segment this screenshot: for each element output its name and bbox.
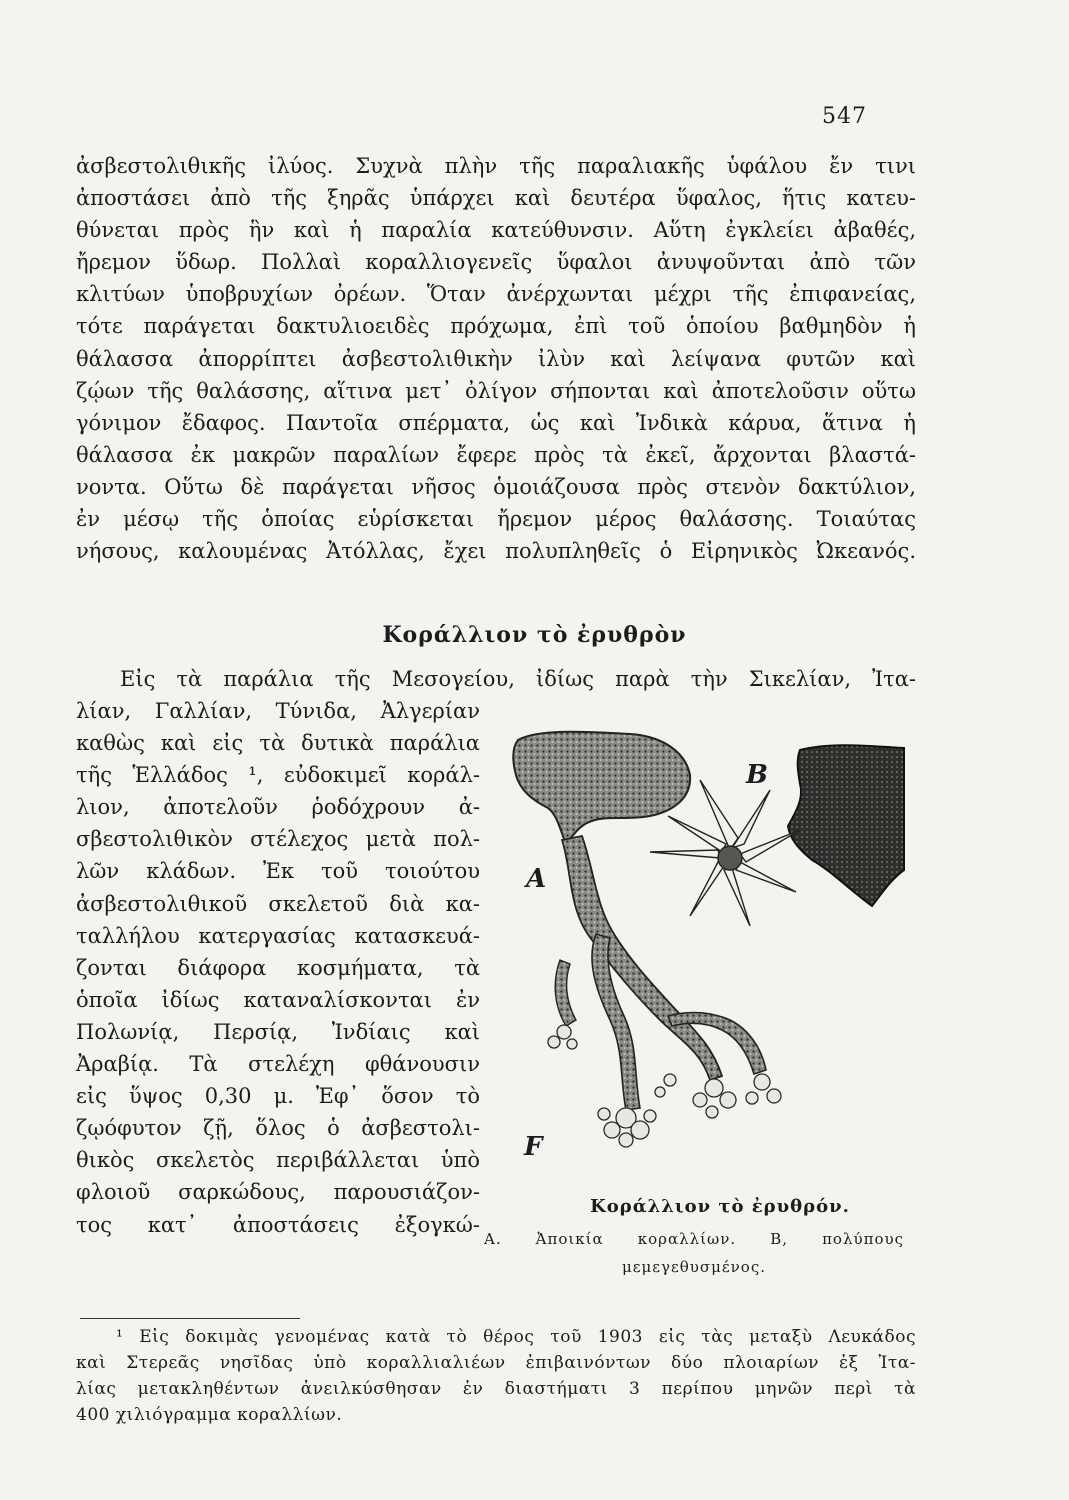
text-line: ἐν μέσῳ τῆς ὁποίας εὑρίσκεται ἤρεμον μέρος θαλάσσης. Τοιαύτας xyxy=(76,507,916,532)
text-line: ζονται διάφορα κοσμήματα, τὰ xyxy=(76,955,480,980)
rock-a xyxy=(513,732,690,844)
rock-b xyxy=(788,745,904,906)
coral-twig xyxy=(555,960,576,1026)
text-line: θικὸς σκελετὸς περιβάλλεται ὑπὸ xyxy=(76,1148,480,1173)
text-line: τότε παράγεται δακτυλιοειδὲς πρόχωμα, ἐπὶ τοῦ ὁποίου βαθμηδὸν ἡ xyxy=(76,314,916,339)
section-first-line xyxy=(76,663,916,695)
text-line: Πολωνίᾳ, Περσίᾳ, Ἰνδίαις καὶ xyxy=(76,1019,480,1044)
text-line: ὁποῖα ἰδίως καταναλίσκονται ἐν xyxy=(76,987,480,1012)
text-line: νοντα. Οὕτω δὲ παράγεται νῆσος ὁμοιάζουσα πρὸς στενὸν δακτύλιον, xyxy=(76,474,916,499)
footnote-line: λίας μετακληθέντων ἀνειλκύσθησαν ἐν διαστήματι 3 περίπου μηνῶν περὶ τὰ xyxy=(76,1379,916,1399)
coral-stem xyxy=(562,836,722,1080)
text-line: ἀσβεστολιθικῆς ἰλύος. Συχνὰ πλὴν τῆς παραλιακῆς ὑφάλου ἔν τινι xyxy=(76,154,916,178)
footnote-line: 400 χιλιόγραμμα κοραλλίων. xyxy=(76,1405,343,1425)
text-line: λιον, ἀποτελοῦν ῥοδόχρουν ἀ- xyxy=(76,795,480,820)
text-line: καθὼς καὶ εἰς τὰ δυτικὰ παράλια xyxy=(76,731,480,756)
text-line: Ἀραβίᾳ. Τὰ στελέχη φθάνουσιν xyxy=(76,1052,480,1077)
text-line: ἤρεμον ὕδωρ. Πολλαὶ κοραλλιογενεῖς ὕφαλοι ἀνυψοῦνται ἀπὸ τῶν xyxy=(76,250,916,275)
text-line: θάλασσα ἀπορρίπτει ἀσβεστολιθικὴν ἰλὺν καὶ λείψανα φυτῶν καὶ xyxy=(76,346,916,371)
text-line: θάλασσα ἐκ μακρῶν παραλίων ἔφερε πρὸς τὰ ἐκεῖ, ἄρχονται βλαστά- xyxy=(76,442,916,467)
coral-drawing xyxy=(500,720,920,1190)
text-line: σβεστολιθικὸν στέλεχος μετὰ πολ- xyxy=(76,827,480,852)
text-line: ἀποστάσει ἀπὸ τῆς ξηρᾶς ὑπάρχει καὶ δευτέρα ὕφαλος, ἥτις κατευ- xyxy=(76,186,916,211)
section-column xyxy=(76,695,480,1241)
text-line: γόνιμον ἔδαφος. Παντοῖα σπέρματα, ὡς καὶ Ἰνδικὰ κάρυα, ἅτινα ἡ xyxy=(76,410,916,435)
figure-label-a: A xyxy=(526,864,547,894)
figure-label-f: F xyxy=(524,1132,543,1162)
figure-label-b: B xyxy=(746,760,768,790)
text-line: λίαν, Γαλλίαν, Τύνιδα, Ἀλγερίαν xyxy=(76,699,480,723)
text-line: θύνεται πρὸς ἣν καὶ ἡ παραλία κατεύθυνσιν. Αὕτη ἐγκλείει ἀβαθές, xyxy=(76,218,916,243)
figure-caption-line: Α. Ἀποικία κοραλλίων. Β, πολύπους xyxy=(484,1230,904,1248)
text-line: ζῴων τῆς θαλάσσης, αἵτινα μετ᾽ ὀλίγον σήπονται καὶ ἀποτελοῦσιν οὕτω xyxy=(76,378,916,403)
text-line: εἰς ὕψος 0,30 μ. Ἐφ᾽ ὅσον τὸ xyxy=(76,1084,480,1109)
top-paragraph xyxy=(76,150,916,567)
text-line: ταλλήλου κατεργασίας κατασκευά- xyxy=(76,923,480,948)
text-line: τος κατ᾽ ἀποστάσεις ἐξογκώ- xyxy=(76,1212,480,1237)
footnote-line: ¹ Εἰς δοκιμὰς γενομένας κατὰ τὸ θέρος τοῦ 1903 εἰς τὰς μεταξὺ Λευκάδος xyxy=(116,1327,916,1347)
text-line: ζῳόφυτον ζῇ, ὅλος ὁ ἀσβεστολι- xyxy=(76,1116,480,1141)
figure-caption-title: Κοράλλιον τὸ ἐρυθρόν. xyxy=(590,1196,850,1217)
coral-illustration xyxy=(500,720,920,1190)
text-line: λῶν κλάδων. Ἐκ τοῦ τοιούτου xyxy=(76,859,480,884)
text-line: Εἰς τὰ παράλια τῆς Μεσογείου, ἰδίως παρὰ τὴν Σικελίαν, Ἰτα- xyxy=(120,667,916,691)
text-line: ἀσβεστολιθικοῦ σκελετοῦ διὰ κα- xyxy=(76,891,480,916)
text-line: νήσους, καλουμένας Ἀτόλλας, ἔχει πολυπληθεῖς ὁ Εἰρηνικὸς Ὠκεανός. xyxy=(76,539,916,564)
footnote-line: καὶ Στερεᾶς νησῖδας ὑπὸ κοραλλιαλιέων ἐπιβαινόντων δύο πλοιαρίων ἐξ Ἰτα- xyxy=(76,1353,916,1373)
text-line: κλιτύων ὑποβρυχίων ὀρέων. Ὅταν ἀνέρχωνται μέχρι τῆς ἐπιφανείας, xyxy=(76,282,916,307)
section-heading: Κοράλλιον τὸ ἐρυθρὸν xyxy=(382,622,687,648)
footnote-rule xyxy=(80,1318,300,1319)
figure-caption-line: μεμεγεθυσμένος. xyxy=(621,1258,766,1276)
footnote xyxy=(76,1324,916,1428)
page-number: 547 xyxy=(822,104,867,129)
text-line: τῆς Ἑλλάδος ¹, εὐδοκιμεῖ κοράλ- xyxy=(76,763,480,788)
text-line: φλοιοῦ σαρκώδους, παρουσιάζον- xyxy=(76,1180,480,1205)
